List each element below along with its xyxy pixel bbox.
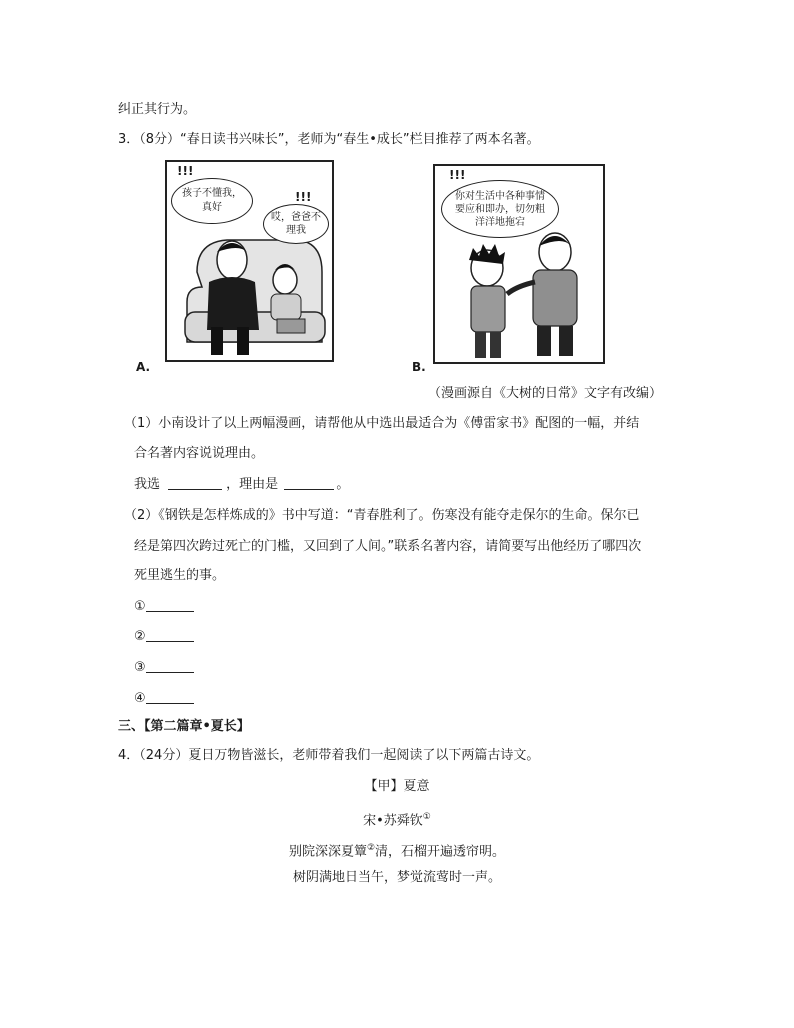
poem-author-name: 宋•苏舜钦	[363, 813, 423, 829]
answer-3-blank[interactable]	[146, 658, 194, 673]
part-2-line-1: （2）《钢铁是怎样炼成的》书中写道：“青春胜利了。伤寒没有能夺走保尔的生命。保尔已	[124, 508, 640, 523]
part-1-line-1: （1）小南设计了以上两幅漫画，请帮他从中选出最适合为《傅雷家书》配图的一幅，并结	[124, 416, 640, 431]
comic-a-bubble-1: 孩子不懂我，真好	[171, 178, 253, 224]
comic-b	[433, 164, 605, 364]
answer-1-marker: ①	[134, 599, 146, 614]
part-2-line-2: 经是第四次跨过死亡的门槛，又回到了人间。”联系名著内容，请简要写出他经历了哪四次	[134, 539, 642, 554]
line-correct-behavior: 纠正其行为。	[118, 102, 197, 117]
comic-credit: （漫画源自《大树的日常》文字有改编）	[428, 386, 663, 401]
comic-b-label: B.	[412, 360, 426, 374]
answer-2-blank[interactable]	[146, 627, 194, 642]
comic-b-exclaim: !!!	[449, 168, 466, 182]
answer-3	[134, 658, 194, 678]
poem-line-1b: 清，石榴开遍透帘明。	[375, 844, 506, 860]
comic-a-exclaim-1: !!!	[177, 164, 194, 178]
answer-1	[134, 597, 194, 617]
answer-4-marker: ④	[134, 691, 146, 706]
answer-2-marker: ②	[134, 629, 146, 644]
answer-1-blank[interactable]	[146, 597, 194, 612]
answer-4-blank[interactable]	[146, 689, 194, 704]
question-4: 4．（24分）夏日万物皆滋长，老师带着我们一起阅读了以下两篇古诗文。	[118, 748, 540, 763]
comic-a-bubble-2: 哎，爸爸不理我	[263, 204, 329, 244]
poem-line-1	[0, 838, 794, 862]
footnote-1: ①	[422, 812, 431, 822]
poem-line-1a: 别院深深夏簟	[288, 844, 367, 860]
comic-a	[165, 160, 334, 362]
choice-prefix: 我选	[134, 477, 161, 492]
answer-end: 。	[336, 477, 350, 492]
part-2-line-3: 死里逃生的事。	[134, 568, 226, 583]
part-1-answer-line	[134, 475, 349, 495]
answer-2	[134, 627, 194, 647]
choice-blank[interactable]	[168, 475, 222, 490]
question-3: 3．（8分）“春日读书兴味长”，老师为“春生•成长”栏目推荐了两本名著。	[118, 132, 540, 147]
reason-blank[interactable]	[284, 475, 334, 490]
poem-author	[0, 807, 794, 831]
poem-title: 【甲】夏意	[364, 779, 430, 794]
section-3-heading: 三、【第二篇章•夏长】	[118, 719, 250, 734]
reason-prefix: ，理由是	[226, 477, 279, 492]
part-1-line-2: 合名著内容说说理由。	[134, 446, 265, 461]
footnote-2: ②	[366, 843, 376, 853]
comic-a-exclaim-2: !!!	[295, 190, 312, 204]
answer-4	[134, 689, 194, 709]
answer-3-marker: ③	[134, 660, 146, 675]
comic-a-label: A.	[136, 360, 151, 374]
comic-b-bubble: 你对生活中各种事情要应和即办，切勿粗洋洋地拖宕	[441, 180, 559, 238]
poem-line-2: 树阴满地日当午，梦觉流莺时一声。	[292, 870, 501, 885]
